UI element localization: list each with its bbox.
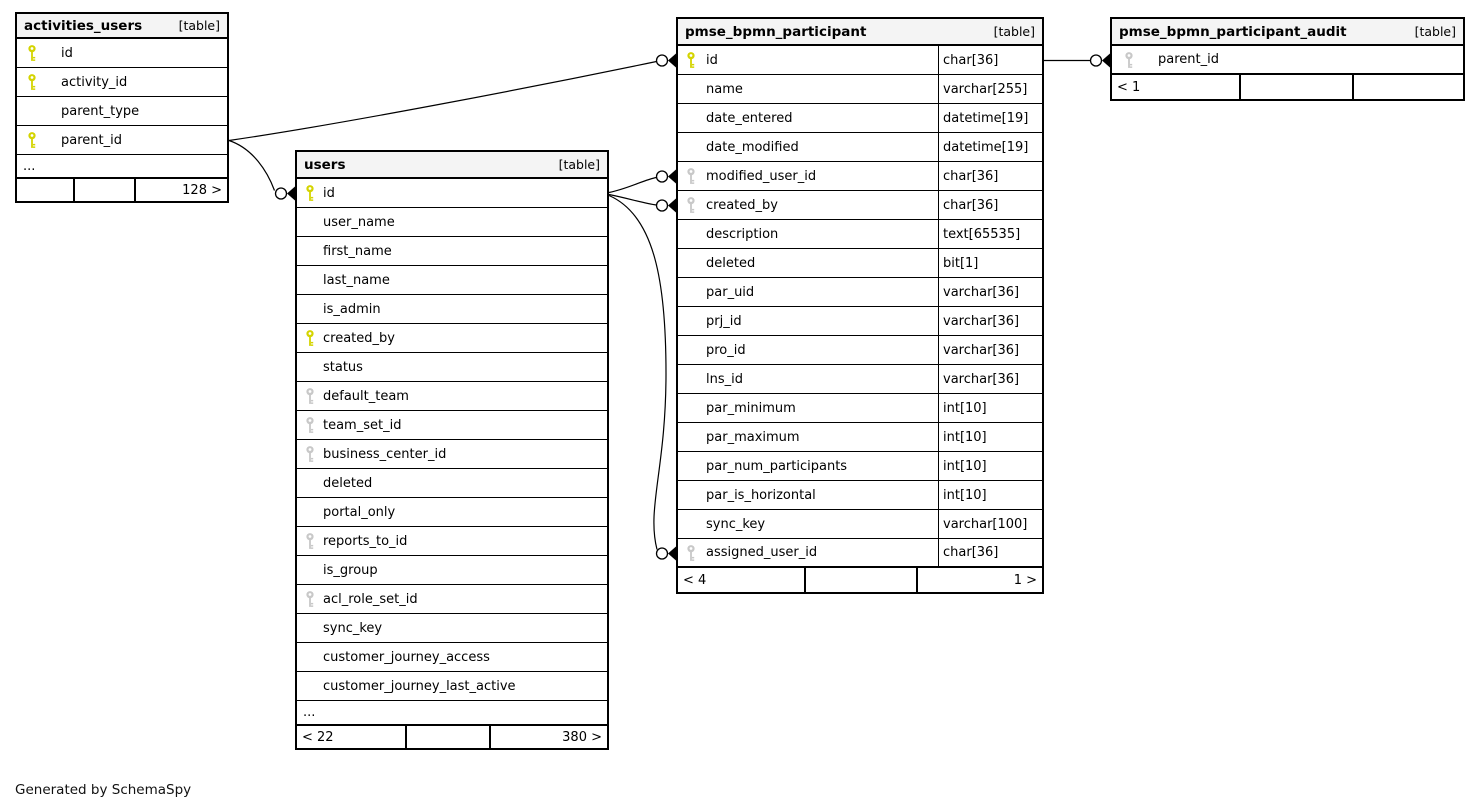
column-type-text: datetime[19] xyxy=(943,139,1029,155)
zero-marker-icon xyxy=(657,548,668,559)
column-type xyxy=(938,249,1042,277)
child-count xyxy=(1352,75,1463,99)
column-type-text: varchar[36] xyxy=(943,342,1020,358)
column-name: is_group xyxy=(323,562,378,578)
table-type-tag: [table] xyxy=(178,18,220,33)
table-footer xyxy=(17,179,227,201)
column-row xyxy=(678,481,1042,510)
column-row xyxy=(297,672,607,701)
column-row xyxy=(678,191,1042,220)
column-name: par_num_participants xyxy=(706,458,848,474)
column-type xyxy=(938,46,1042,74)
column-type-text: int[10] xyxy=(943,458,987,474)
column-row xyxy=(297,498,607,527)
column-name: last_name xyxy=(323,272,390,288)
column-row xyxy=(297,614,607,643)
column-row xyxy=(297,179,607,208)
column-type-text: varchar[36] xyxy=(943,284,1020,300)
table-activities-users[interactable] xyxy=(15,12,229,203)
foreign-key-icon xyxy=(305,533,316,550)
column-row xyxy=(297,469,607,498)
relationship-line xyxy=(609,196,666,550)
column-row xyxy=(17,39,227,68)
column-type-text: char[36] xyxy=(943,52,999,68)
more-columns-ellipsis: ... xyxy=(17,155,227,179)
column-name: status xyxy=(323,359,363,375)
column-name: portal_only xyxy=(323,504,396,520)
primary-key-icon xyxy=(305,330,316,347)
column-type-text: bit[1] xyxy=(943,255,979,271)
fk-relationship-activities-users-to-users xyxy=(229,141,295,201)
column-type xyxy=(938,336,1042,364)
column-type-text: text[65535] xyxy=(943,226,1021,242)
foreign-key-icon xyxy=(305,591,316,608)
fk-relationship-users-to-pmse-bpmn-participant xyxy=(609,170,676,193)
column-row xyxy=(678,162,1042,191)
column-name: created_by xyxy=(323,330,395,346)
column-row xyxy=(297,237,607,266)
column-type xyxy=(938,75,1042,103)
column-type-text: int[10] xyxy=(943,400,987,416)
relationship-line xyxy=(609,195,657,206)
zero-marker-icon xyxy=(657,55,668,66)
column-row xyxy=(678,539,1042,568)
child-count: 128 > xyxy=(134,179,227,201)
column-name: sync_key xyxy=(323,620,383,636)
column-name: id xyxy=(706,52,718,68)
zero-marker-icon xyxy=(1091,55,1102,66)
column-type-text: varchar[36] xyxy=(943,313,1020,329)
table-type-tag: [table] xyxy=(558,157,600,172)
primary-key-icon xyxy=(686,52,697,69)
column-name: modified_user_id xyxy=(706,168,817,184)
table-pmse-bpmn-participant[interactable] xyxy=(676,17,1044,594)
column-row xyxy=(678,133,1042,162)
column-row xyxy=(297,266,607,295)
column-type-text: int[10] xyxy=(943,487,987,503)
table-footer xyxy=(297,726,607,748)
column-name: par_uid xyxy=(706,284,755,300)
column-name: id xyxy=(61,45,73,61)
column-row xyxy=(678,75,1042,104)
column-row xyxy=(297,643,607,672)
column-name: id xyxy=(323,185,335,201)
column-name: reports_to_id xyxy=(323,533,408,549)
fk-relationship-activities-users-to-pmse-bpmn-participant xyxy=(229,54,676,141)
column-type xyxy=(938,394,1042,422)
column-row xyxy=(297,382,607,411)
table-users[interactable] xyxy=(295,150,609,750)
column-type xyxy=(938,481,1042,509)
column-type-text: varchar[36] xyxy=(943,371,1020,387)
column-name: date_entered xyxy=(706,110,793,126)
column-name: lns_id xyxy=(706,371,743,387)
column-row xyxy=(297,411,607,440)
column-row xyxy=(678,278,1042,307)
crow-foot-icon xyxy=(287,187,295,201)
table-type-tag: [table] xyxy=(993,24,1035,39)
column-name: activity_id xyxy=(61,74,128,90)
parent-count: < 1 xyxy=(1117,79,1141,95)
child-count: 380 > xyxy=(489,726,607,748)
column-row xyxy=(1112,46,1463,75)
table-header xyxy=(17,14,227,39)
column-row xyxy=(17,68,227,97)
table-header xyxy=(297,152,607,179)
column-name: description xyxy=(706,226,779,242)
crow-foot-icon xyxy=(1102,54,1110,68)
column-type xyxy=(938,510,1042,538)
foreign-key-icon xyxy=(305,417,316,434)
child-count: 1 > xyxy=(916,568,1042,592)
relationship-line xyxy=(229,141,275,191)
foreign-key-icon xyxy=(686,197,697,214)
column-name: pro_id xyxy=(706,342,746,358)
parent-count xyxy=(17,179,73,201)
column-type-text: varchar[255] xyxy=(943,81,1028,97)
table-title[interactable]: activities_users xyxy=(24,17,143,34)
column-row xyxy=(678,423,1042,452)
column-row xyxy=(297,208,607,237)
column-name: business_center_id xyxy=(323,446,447,462)
column-row xyxy=(297,585,607,614)
primary-key-icon xyxy=(27,132,38,149)
column-row xyxy=(678,220,1042,249)
column-name: date_modified xyxy=(706,139,799,155)
column-row xyxy=(297,353,607,382)
parent-count: < 22 xyxy=(302,729,334,745)
column-row xyxy=(17,126,227,155)
column-row xyxy=(678,307,1042,336)
column-name: par_is_horizontal xyxy=(706,487,816,503)
column-name: first_name xyxy=(323,243,392,259)
table-type-tag: [table] xyxy=(1414,24,1456,39)
column-name: assigned_user_id xyxy=(706,545,818,560)
column-row xyxy=(678,249,1042,278)
column-type xyxy=(938,423,1042,451)
column-type-text: varchar[100] xyxy=(943,516,1028,532)
column-type-text: char[36] xyxy=(943,168,999,184)
column-type xyxy=(938,278,1042,306)
crow-foot-icon xyxy=(668,199,676,213)
table-footer xyxy=(1112,75,1463,99)
foreign-key-icon xyxy=(305,388,316,405)
column-row xyxy=(678,46,1042,75)
column-name: team_set_id xyxy=(323,417,402,433)
column-type-text: int[10] xyxy=(943,429,987,445)
relationship-line xyxy=(229,62,657,141)
column-row xyxy=(297,295,607,324)
column-name: par_maximum xyxy=(706,429,800,445)
table-header xyxy=(1112,19,1463,46)
column-name: default_team xyxy=(323,388,409,404)
column-name: parent_id xyxy=(1158,52,1219,67)
column-name: par_minimum xyxy=(706,400,796,416)
table-footer xyxy=(678,568,1042,592)
zero-marker-icon xyxy=(276,188,287,199)
column-name: user_name xyxy=(323,214,395,230)
footer-spacer xyxy=(73,179,134,201)
column-row xyxy=(678,452,1042,481)
column-row xyxy=(17,97,227,126)
fk-relationship-users-to-pmse-bpmn-participant xyxy=(609,195,676,213)
footer-spacer xyxy=(1239,75,1352,99)
column-type-text: char[36] xyxy=(943,197,999,213)
column-row xyxy=(297,324,607,353)
foreign-key-icon xyxy=(686,544,697,561)
column-row xyxy=(678,336,1042,365)
column-type-text: datetime[19] xyxy=(943,110,1029,126)
zero-marker-icon xyxy=(657,171,668,182)
column-name: parent_type xyxy=(61,103,140,119)
zero-marker-icon xyxy=(657,200,668,211)
table-title[interactable]: pmse_bpmn_participant xyxy=(685,23,867,40)
column-name: deleted xyxy=(323,475,373,491)
footer-spacer xyxy=(804,568,916,592)
column-name: customer_journey_access xyxy=(323,649,490,665)
column-type xyxy=(938,162,1042,190)
more-columns-ellipsis: ... xyxy=(297,701,607,726)
primary-key-icon xyxy=(27,45,38,62)
table-header xyxy=(678,19,1042,46)
fk-relationship-users-to-pmse-bpmn-participant xyxy=(609,196,676,561)
column-name: customer_journey_last_active xyxy=(323,678,516,694)
column-name: acl_role_set_id xyxy=(323,591,418,607)
column-row xyxy=(297,556,607,585)
parent-count: < 4 xyxy=(683,572,707,588)
column-row xyxy=(678,510,1042,539)
primary-key-icon xyxy=(27,74,38,91)
column-row xyxy=(297,440,607,469)
column-row xyxy=(297,527,607,556)
relationship-line xyxy=(609,178,657,193)
column-name: parent_id xyxy=(61,132,122,148)
column-name: prj_id xyxy=(706,313,742,329)
column-type-text: char[36] xyxy=(943,545,999,560)
column-row xyxy=(678,394,1042,423)
primary-key-icon xyxy=(305,185,316,202)
crow-foot-icon xyxy=(668,547,676,561)
column-name: is_admin xyxy=(323,301,381,317)
column-type xyxy=(938,191,1042,219)
column-type xyxy=(938,539,1042,566)
column-name: created_by xyxy=(706,197,778,213)
fk-relationship-pmse-bpmn-participant-to-pmse-bpmn-participant-audit xyxy=(1044,54,1110,68)
table-title[interactable]: pmse_bpmn_participant_audit xyxy=(1119,23,1347,40)
column-name: sync_key xyxy=(706,516,766,532)
foreign-key-icon xyxy=(686,168,697,185)
foreign-key-icon xyxy=(1124,51,1135,68)
column-type xyxy=(938,307,1042,335)
column-type xyxy=(938,452,1042,480)
column-type xyxy=(938,104,1042,132)
column-type xyxy=(938,365,1042,393)
column-name: name xyxy=(706,81,743,97)
column-type xyxy=(938,220,1042,248)
column-name: deleted xyxy=(706,255,756,271)
table-pmse-bpmn-participant-audit[interactable] xyxy=(1110,17,1465,101)
generator-credit: Generated by SchemaSpy xyxy=(15,782,192,798)
footer-spacer xyxy=(405,726,489,748)
table-title[interactable]: users xyxy=(304,156,346,173)
column-row xyxy=(678,104,1042,133)
column-row xyxy=(678,365,1042,394)
foreign-key-icon xyxy=(305,446,316,463)
column-type xyxy=(938,133,1042,161)
crow-foot-icon xyxy=(668,54,676,68)
crow-foot-icon xyxy=(668,170,676,184)
